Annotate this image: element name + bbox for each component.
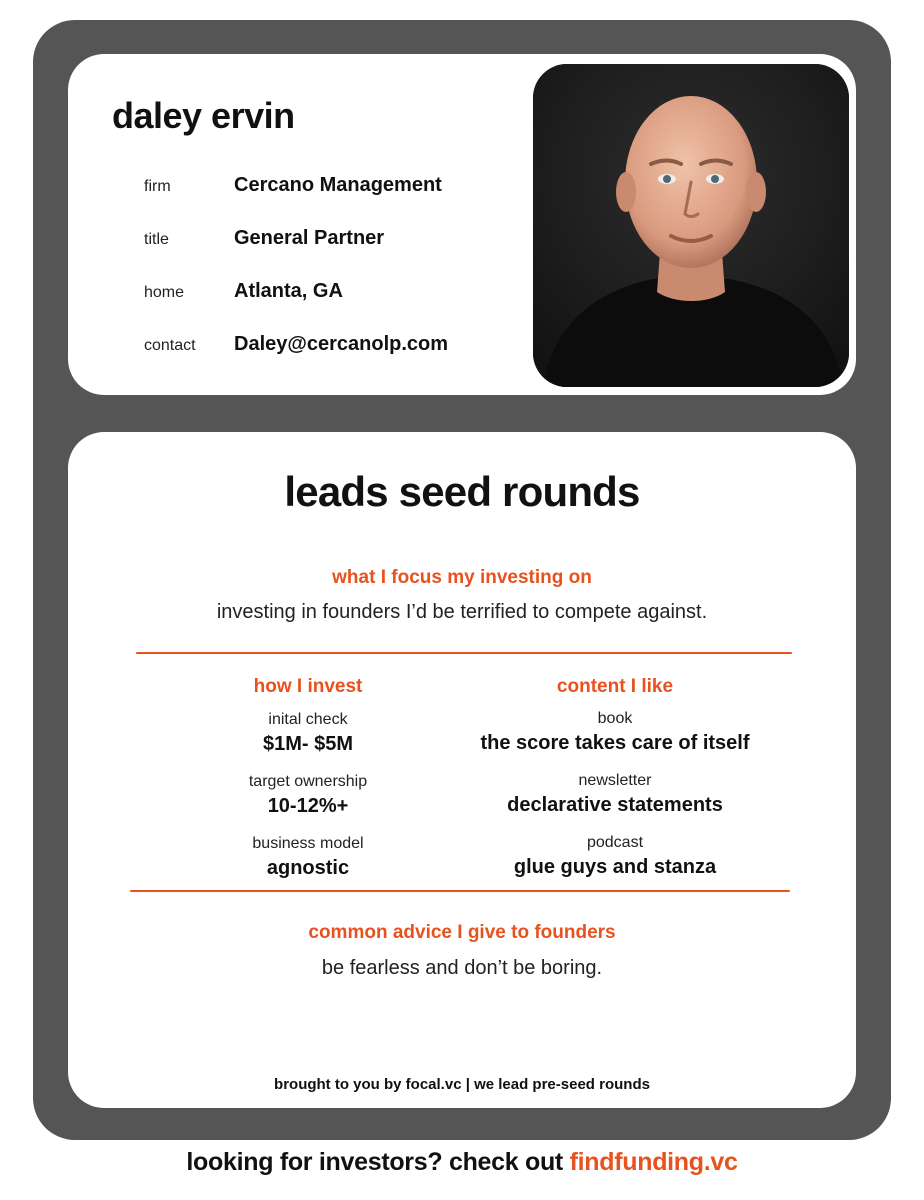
firm-value: Cercano Management (234, 174, 442, 196)
credit-line: brought to you by focal.vc | we lead pre-seed rounds (274, 1076, 650, 1093)
contact-label: contact (144, 337, 196, 354)
home-value: Atlanta, GA (234, 280, 343, 302)
content-i-like-heading: content I like (556, 676, 674, 697)
cta-line (0, 1148, 924, 1177)
advice-text: be fearless and don’t be boring. (321, 957, 603, 979)
contact-value: Daley@cercanolp.com (234, 333, 449, 355)
divider-bottom (130, 890, 790, 892)
podcast-label: podcast (586, 834, 644, 851)
advice-heading: common advice I give to founders (308, 922, 616, 943)
info-row-home (144, 280, 534, 310)
focus-heading: what I focus my investing on (332, 567, 592, 588)
info-row-title (144, 227, 534, 257)
book-value: the score takes care of itself (480, 732, 750, 754)
business-model-label: business model (252, 835, 364, 852)
newsletter-label: newsletter (578, 772, 652, 789)
business-model-value: agnostic (266, 857, 350, 879)
investor-name: daley ervin (112, 95, 295, 136)
stage-headline: leads seed rounds (284, 468, 640, 515)
ownership-label: target ownership (248, 773, 368, 790)
findfunding-link[interactable]: findfunding.vc (569, 1148, 738, 1176)
check-label: inital check (268, 711, 348, 728)
title-value: General Partner (234, 227, 385, 249)
how-i-invest-column (188, 676, 428, 886)
content-i-like-column (445, 676, 785, 886)
book-label: book (597, 710, 633, 727)
ownership-value: 10-12%+ (267, 795, 349, 817)
info-row-contact (144, 333, 534, 363)
podcast-value: glue guys and stanza (513, 856, 717, 878)
check-value: $1M- $5M (262, 733, 354, 755)
divider-top (136, 652, 792, 654)
profile-photo (533, 64, 849, 387)
title-label: title (144, 231, 169, 248)
firm-label: firm (144, 178, 171, 195)
cta-prefix: looking for investors? check out (186, 1148, 570, 1176)
home-label: home (144, 284, 185, 301)
newsletter-value: declarative statements (507, 794, 723, 816)
info-row-firm (144, 174, 534, 204)
how-i-invest-heading: how I invest (253, 676, 363, 697)
portrait-illustration (533, 64, 849, 387)
focus-text: investing in founders I’d be terrified to compete against. (216, 601, 708, 623)
